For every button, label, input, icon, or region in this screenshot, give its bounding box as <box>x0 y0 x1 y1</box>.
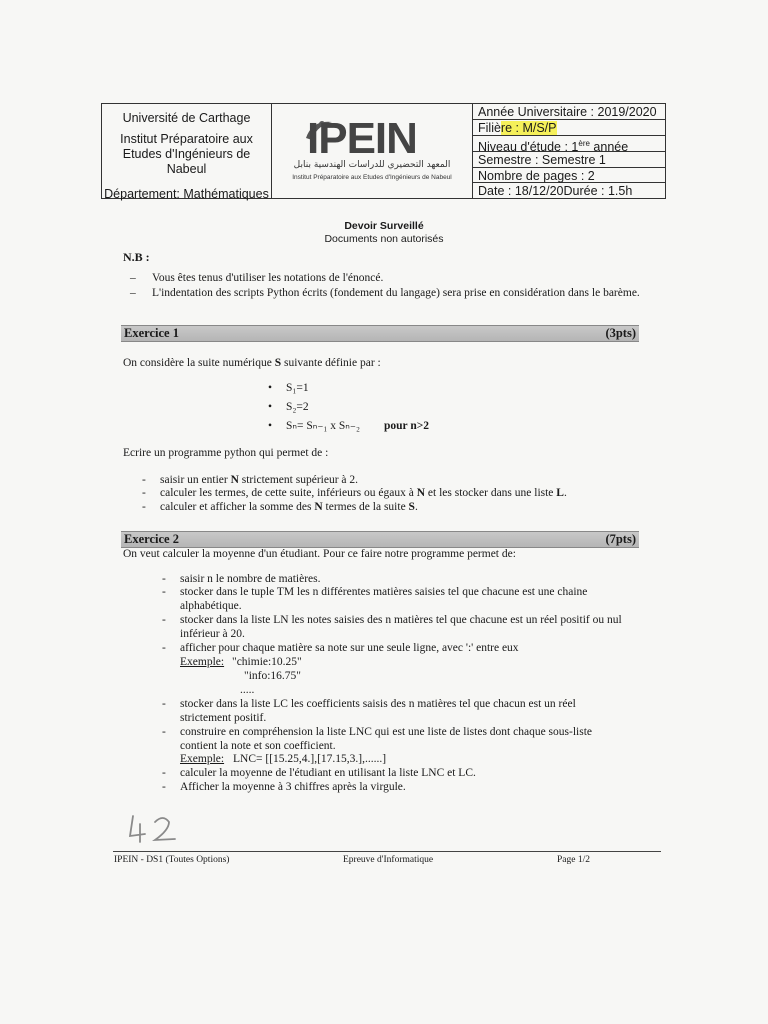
page-count: Nombre de pages : 2 <box>473 168 665 184</box>
footer-left: IPEIN - DS1 (Toutes Options) <box>114 855 230 865</box>
header-table <box>101 103 666 199</box>
filiere-highlight: re : M/S/P <box>500 120 557 135</box>
exam-subtitle: Documents non autorisés <box>324 233 444 245</box>
nb-label: N.B : <box>123 250 150 264</box>
department-name: Département: Mathématiques <box>104 187 269 201</box>
exercise-1-title: Exercice 1 <box>124 326 179 340</box>
exercise-2-item-cont: strictement positif. <box>180 712 267 724</box>
exercise-2-item: - construire en compréhension la liste LNC qui est une liste de listes dont chaque sous-liste <box>180 725 640 739</box>
university-name: Université de Carthage <box>122 111 251 125</box>
exercise-2-item-cont: contient la note et son coefficient. <box>180 740 336 752</box>
header-institution <box>102 104 272 201</box>
exercise-2-points: (7pts) <box>605 532 636 546</box>
exercise-1-points: (3pts) <box>605 326 636 340</box>
example-value: ..... <box>240 684 255 696</box>
exercise-2-item-cont: inférieur à 20. <box>180 628 245 640</box>
example-label: Exemple: <box>180 753 225 765</box>
sequence-condition: pour n>2 <box>384 420 430 432</box>
exercise-2-item-cont: alphabétique. <box>180 600 242 612</box>
exercise-1-item: - calculer les termes, de cette suite, inférieurs ou égaux à N et les stocker dans une liste L. <box>160 486 567 500</box>
exercise-1-ask: Ecrire un programme python qui permet de : <box>123 447 329 459</box>
exercise-2-header <box>121 531 639 548</box>
exam-date: Date : 18/12/20Durée : 1.5h <box>478 184 633 199</box>
example-value: LNC= [[15.25,4.],[17.15,3.],......] <box>233 753 387 765</box>
niveau: Niveau d'étude : 1ère année <box>473 136 665 152</box>
footer-divider <box>113 851 661 852</box>
nb-item: – L'indentation des scripts Python écrits (fondement du langage) sera prise en considération dans le barème. <box>152 286 642 300</box>
exercise-1-intro: On considère la suite numérique S suivante définie par : <box>123 357 381 369</box>
exercise-2-intro: On veut calculer la moyenne d'un étudiant. Pour ce faire notre programme permet de: <box>123 548 516 560</box>
exercise-2-item: - saisir n le nombre de matières. <box>180 572 321 586</box>
example-value: "info:16.75" <box>244 670 301 682</box>
logo-french: Institut Préparatoire aux Etudes d'Ingénieurs de Nabeul <box>292 174 452 181</box>
example-label: Exemple: <box>180 656 225 668</box>
handwritten-grade <box>127 812 187 844</box>
logo-arabic: المعهد التحضيري للدراسات الهندسية بنابل <box>293 160 451 170</box>
exam-title: Devoir Surveillé <box>344 220 424 232</box>
exercise-2-title: Exercice 2 <box>124 532 179 546</box>
filiere: Filière : M/S/P <box>473 120 665 136</box>
exercise-2-item: - stocker dans le tuple TM les n différentes matières saisies tel que chacune est une chaine <box>180 585 638 599</box>
exercise-2-item: - afficher pour chaque matière sa note sur une seule ligne, avec ':' entre eux <box>180 641 640 655</box>
exercise-1-header <box>121 325 639 342</box>
footer-page: Page 1/2 <box>557 855 590 865</box>
exercise-1-item: - calculer et afficher la somme des N termes de la suite S. <box>160 500 418 514</box>
footer-center: Epreuve d'Informatique <box>343 855 434 865</box>
sequence-s1: • S₁=1 <box>286 381 309 395</box>
header-logo <box>272 104 473 198</box>
logo-text: IPEIN <box>307 114 417 163</box>
exercise-2-item: - stocker dans la liste LC les coefficients saisis des n matières tel que chacun est un réel <box>180 697 640 711</box>
semestre: Semestre : Semestre 1 <box>473 152 665 168</box>
nb-item: – Vous êtes tenus d'utiliser les notations de l'énoncé. <box>152 271 642 285</box>
header-info <box>473 104 665 198</box>
sequence-sn: • Sₙ= Sₙ₋₁ x Sₙ₋₂ <box>286 419 360 433</box>
example-value: "chimie:10.25" <box>232 656 302 668</box>
exercise-2-item: - stocker dans la liste LN les notes saisies des n matières tel que chacune est un réel positif ou nul <box>180 613 640 627</box>
institute-name: Institut Préparatoire aux Etudes d'Ingénieurs de Nabeul <box>120 132 253 176</box>
exercise-1-item: - saisir un entier N strictement supérieur à 2. <box>160 473 358 487</box>
exercise-2-item: - calculer la moyenne de l'étudiant en utilisant la liste LNC et LC. <box>180 766 476 780</box>
sequence-s2: • S₂=2 <box>286 400 309 414</box>
exercise-2-item: - Afficher la moyenne à 3 chiffres après la virgule. <box>180 780 406 794</box>
academic-year: Année Universitaire : 2019/2020 <box>473 104 665 120</box>
